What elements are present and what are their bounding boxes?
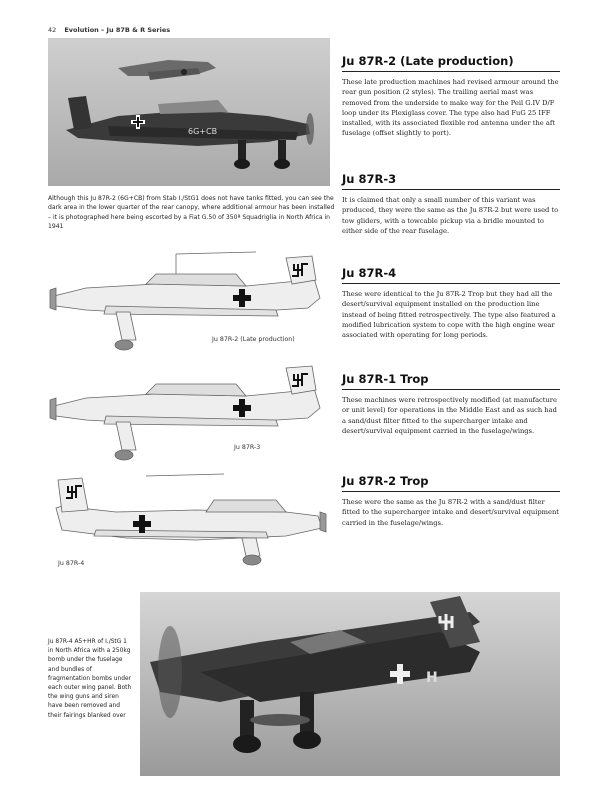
bottom-photo-image xyxy=(140,592,560,776)
section-title: Ju 87R-1 Trop xyxy=(342,372,560,390)
page-header xyxy=(48,26,170,34)
section-title: Ju 87R-3 xyxy=(342,172,560,190)
section-body: These machines were retrospectively modified (at manufacture or unit level) for operations in the Middle East and as such had a sand/dust filter fitted to the supercharger intake and desert/survival equipment carried in the fuselage/wings. xyxy=(342,396,557,435)
profile-label-2: Ju 87R-3 xyxy=(234,444,261,451)
section-ju87r1-trop xyxy=(342,372,560,436)
section-body: These late production machines had revised armour around the rear gun position (2 styles). The trailing aerial mast was removed from the underside to make way for the Peil G.IV D/F loop under its Plexiglass cover. The type also had FuG 25 IFF installed, with its associated flexible rod antenna under the aft fuselage (offset slightly to port). xyxy=(342,78,559,138)
profile-ju87r2-late xyxy=(46,248,330,360)
section-ju87r3 xyxy=(342,172,560,236)
section-ju87r2-late xyxy=(342,54,560,139)
top-photo-caption: Although this Ju 87R-2 (6G+CB) from Stab I./StG1 does not have tanks fitted, you can see the dark area in the lower quarter of the rear canopy, where additional armour has been installed – it is photographed here being escorted by a Fiat G.50 of 350ª Squadriglia in North Africa in 1941 xyxy=(48,195,335,231)
profile-label-3: Ju 87R-4 xyxy=(58,560,85,567)
profile-ju87r3 xyxy=(46,360,330,468)
section-title: Ju 87R-2 (Late production) xyxy=(342,54,560,72)
section-body: It is claimed that only a small number of this variant was produced, they were the same as the Ju 87R-2 but were used to tow gliders, with a towcable pickup via a bridle mounted to either side of the rear fuselage. xyxy=(342,196,559,235)
running-title: Evolution – Ju 87B & R Series xyxy=(64,26,171,34)
section-title: Ju 87R-4 xyxy=(342,266,560,284)
section-body: These were the same as the Ju 87R-2 with a sand/dust filter fitted to the supercharger intake and desert/survival equipment carried in the fuselage/wings. xyxy=(342,498,559,527)
profile-ju87r4 xyxy=(46,472,330,568)
bottom-photo-caption: Ju 87R-4 A5+HR of I./StG 1 in North Africa with a 250kg bomb under the fuselage and bundles of fragmentation bombs under each outer wing panel. Both the wing guns and siren have been removed and their fairings blanked over xyxy=(48,639,132,719)
section-title: Ju 87R-2 Trop xyxy=(342,474,560,492)
page-number: 42 xyxy=(48,26,57,34)
bottom-photo xyxy=(140,592,560,776)
section-ju87r4 xyxy=(342,266,560,340)
top-photo xyxy=(48,38,330,186)
top-plane-code: 6G+CB xyxy=(188,127,218,136)
bottom-plane-code: H xyxy=(426,670,438,686)
section-body: These were identical to the Ju 87R-2 Trop but they had all the desert/survival equipment installed on the production line instead of being fitted retrospectively. The type also featured a modified lubrication system to cope with the high engine wear associated with operating for long periods. xyxy=(342,290,556,340)
profile-label-1: Ju 87R-2 (Late production) xyxy=(212,336,295,343)
section-ju87r2-trop xyxy=(342,474,560,528)
top-photo-image xyxy=(48,38,330,186)
